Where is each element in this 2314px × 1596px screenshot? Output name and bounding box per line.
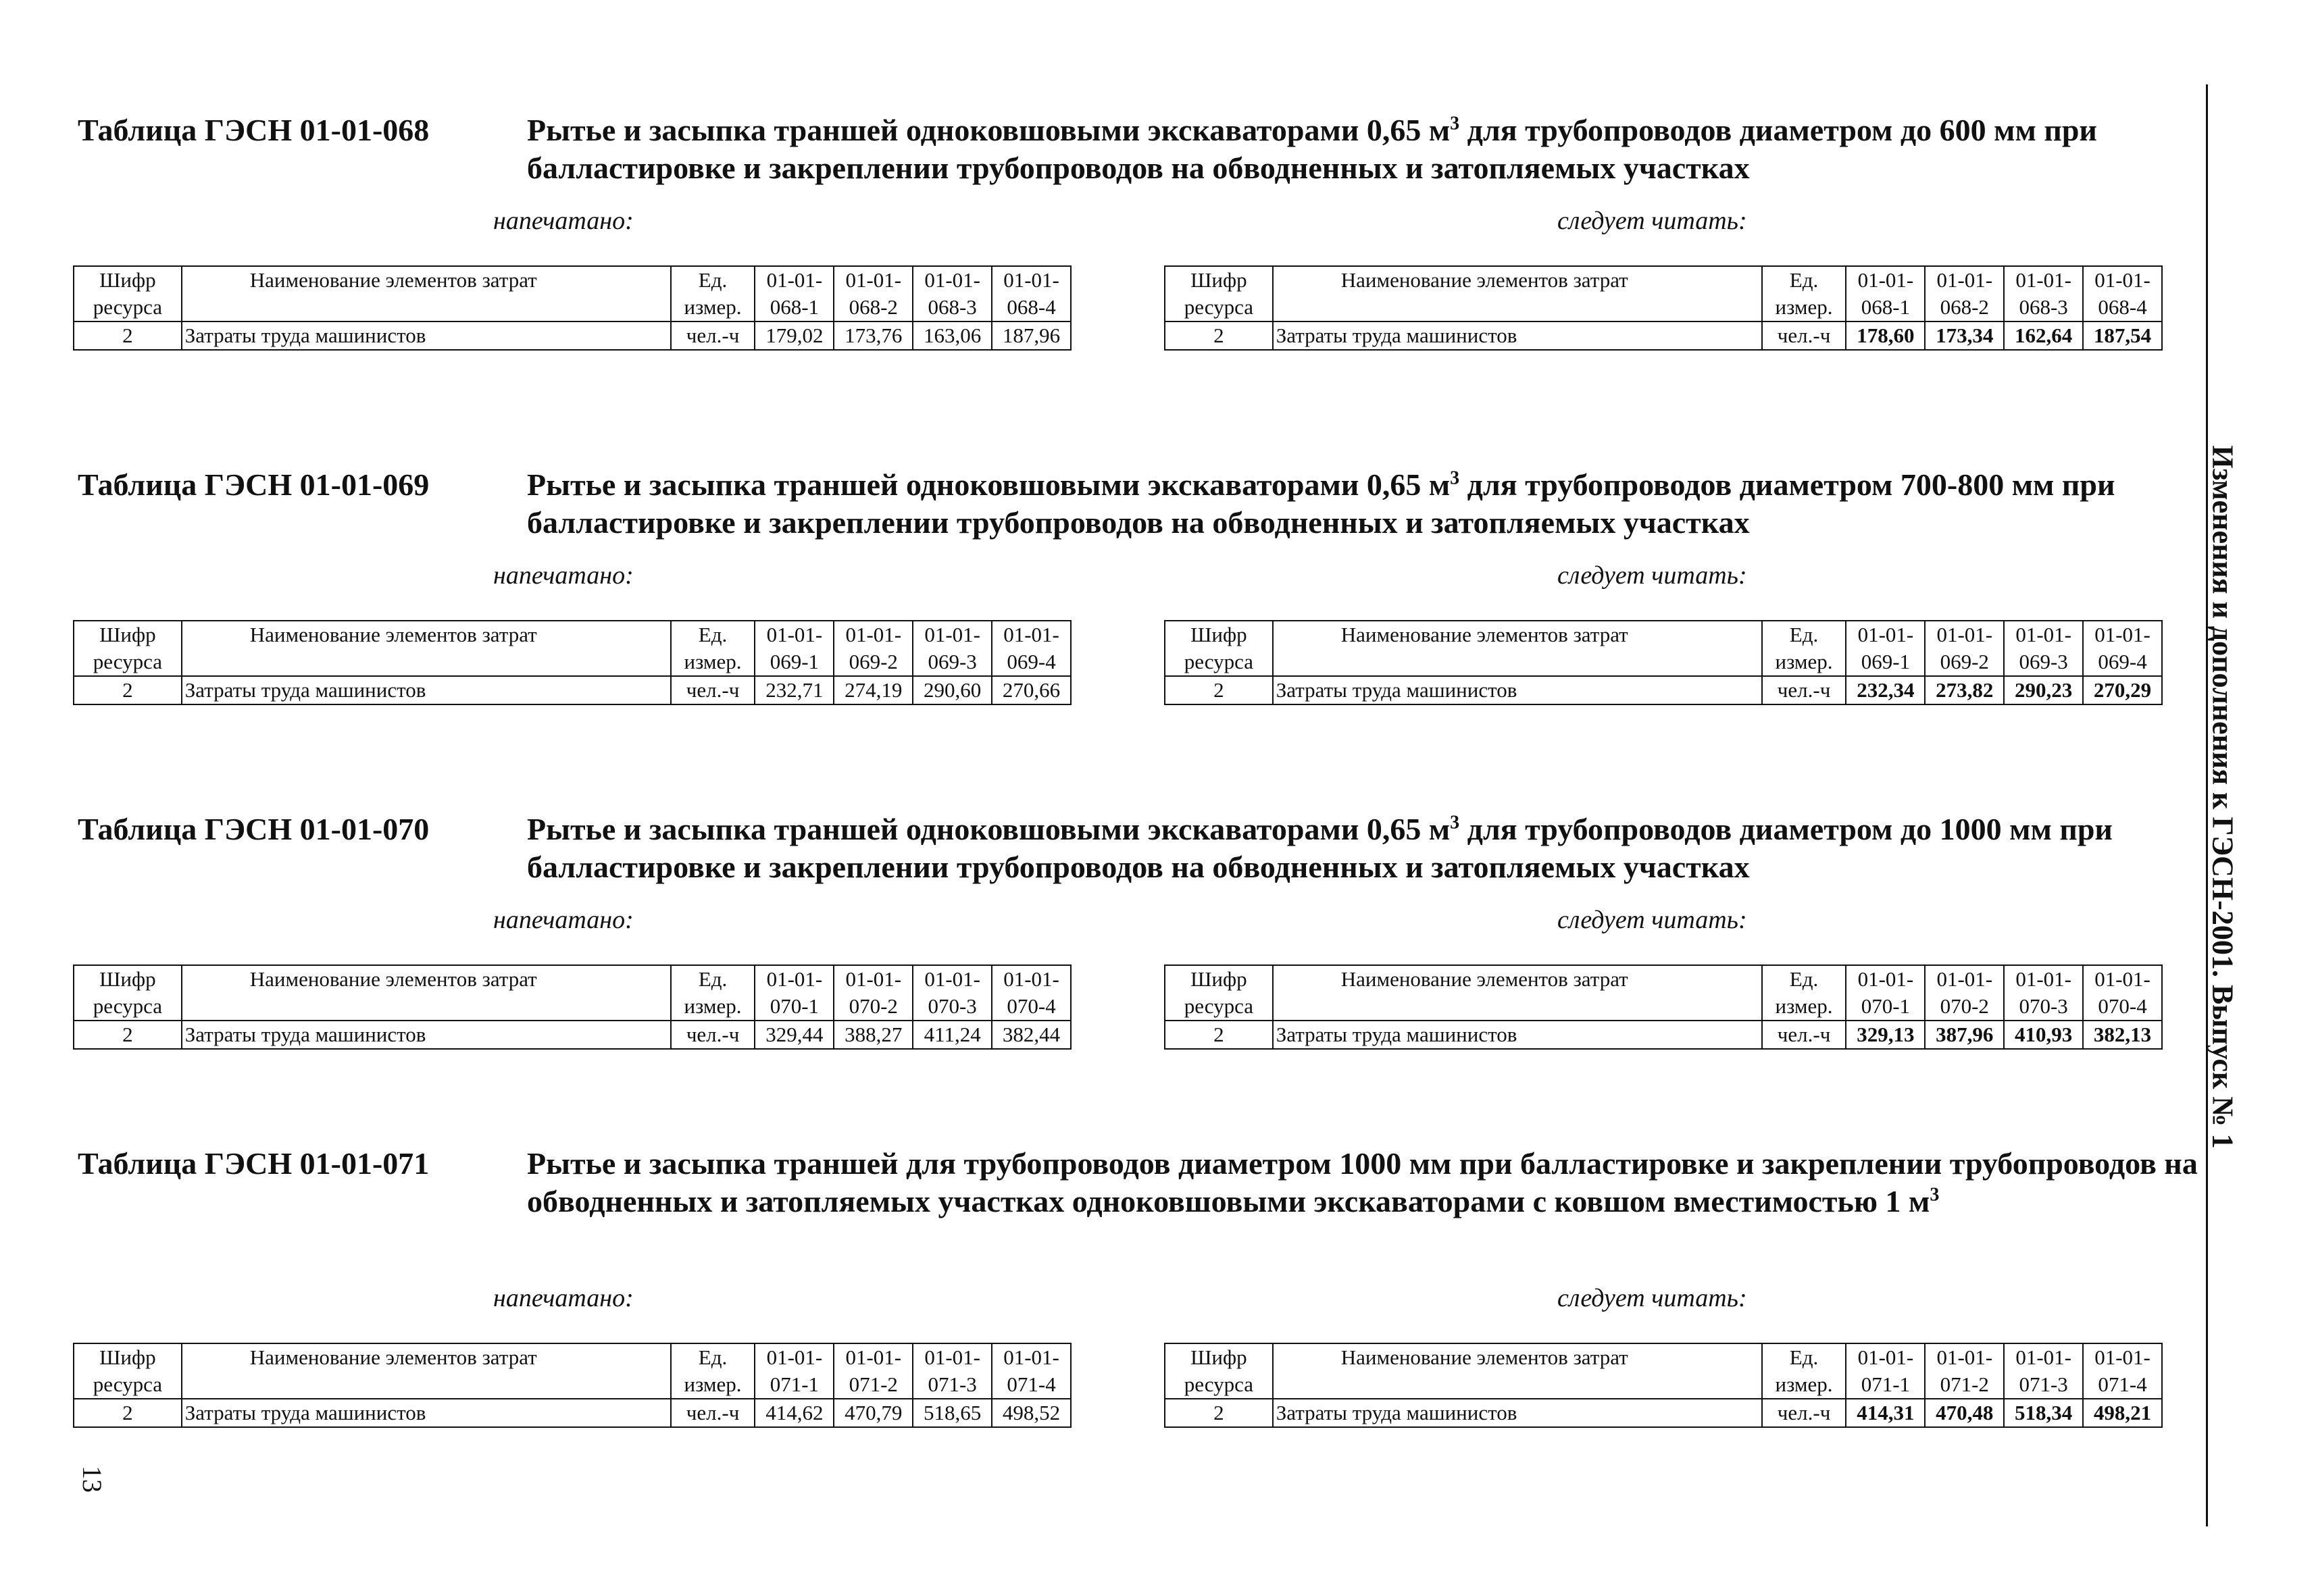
value-cell: 290,60 — [913, 676, 992, 704]
header-norm-code: 01-01- — [2083, 965, 2162, 993]
cost-element-name: Затраты труда машинистов — [1273, 321, 1762, 350]
header-norm-code: 01-01- — [2083, 621, 2162, 648]
header-name: Наименование элементов затрат — [182, 621, 671, 648]
table-header-row — [74, 621, 1071, 648]
header-norm-code: 070-3 — [913, 993, 992, 1021]
table-label: Таблица ГЭСН 01-01-070 — [78, 812, 430, 846]
unit-cell: чел.-ч — [1762, 321, 1846, 350]
title-superscript: 3 — [1450, 113, 1460, 134]
cost-table-left — [73, 620, 1072, 705]
header-unit: Ед. — [671, 621, 755, 648]
header-norm-code: 071-3 — [913, 1371, 992, 1399]
value-cell: 162,64 — [2004, 321, 2083, 350]
table-header-row — [1165, 1343, 2162, 1371]
header-norm-code: 01-01- — [1925, 1343, 2004, 1371]
value-cell: 382,44 — [992, 1021, 1071, 1049]
cost-table-right — [1164, 265, 2163, 351]
cost-element-name: Затраты труда машинистов — [182, 676, 671, 704]
table-header-row — [1165, 266, 2162, 294]
table-section — [0, 111, 2203, 395]
header-code: Шифр — [1165, 266, 1273, 294]
title-superscript: 3 — [1930, 1184, 1940, 1206]
table-header-row — [74, 648, 1071, 676]
header-norm-code: 071-4 — [992, 1371, 1071, 1399]
value-cell: 232,34 — [1846, 676, 1925, 704]
cost-element-name: Затраты труда машинистов — [182, 1021, 671, 1049]
header-unit: Ед. — [1762, 266, 1846, 294]
value-cell: 470,48 — [1925, 1399, 2004, 1427]
header-norm-code: 071-3 — [2004, 1371, 2083, 1399]
cost-element-name: Затраты труда машинистов — [1273, 676, 1762, 704]
value-cell: 329,44 — [755, 1021, 834, 1049]
header-norm-code: 01-01- — [1925, 621, 2004, 648]
header-norm-code: 01-01- — [2004, 965, 2083, 993]
header-name-blank — [1273, 993, 1762, 1021]
table-row — [1165, 321, 2162, 350]
value-cell: 518,34 — [2004, 1399, 2083, 1427]
cost-element-name: Затраты труда машинистов — [1273, 1021, 1762, 1049]
table-header-row — [74, 1343, 1071, 1371]
header-name-blank — [1273, 294, 1762, 321]
value-cell: 411,24 — [913, 1021, 992, 1049]
table-header-row — [74, 965, 1071, 993]
value-cell: 290,23 — [2004, 676, 2083, 704]
value-cell: 187,96 — [992, 321, 1071, 350]
header-norm-code: 069-1 — [1846, 648, 1925, 676]
value-cell: 178,60 — [1846, 321, 1925, 350]
table-header-row — [1165, 1371, 2162, 1399]
resource-code: 2 — [74, 1021, 182, 1049]
table-header-row — [1165, 294, 2162, 321]
header-unit: Ед. — [671, 965, 755, 993]
header-norm-code: 068-4 — [992, 294, 1071, 321]
cost-table-left — [73, 1343, 1072, 1428]
unit-cell: чел.-ч — [1762, 1399, 1846, 1427]
header-unit: Ед. — [1762, 621, 1846, 648]
header-norm-code: 01-01- — [1846, 266, 1925, 294]
header-norm-code: 01-01- — [992, 1343, 1071, 1371]
header-unit: измер. — [671, 993, 755, 1021]
header-norm-code: 070-2 — [1925, 993, 2004, 1021]
header-norm-code: 069-3 — [913, 648, 992, 676]
resource-code: 2 — [74, 321, 182, 350]
value-cell: 414,62 — [755, 1399, 834, 1427]
table-row — [1165, 676, 2162, 704]
header-unit: Ед. — [1762, 965, 1846, 993]
header-code: ресурса — [1165, 993, 1273, 1021]
unit-cell: чел.-ч — [671, 1021, 755, 1049]
header-unit: измер. — [1762, 1371, 1846, 1399]
unit-cell: чел.-ч — [671, 321, 755, 350]
header-norm-code: 068-1 — [755, 294, 834, 321]
note-should-read: следует читать: — [1557, 561, 1747, 590]
header-norm-code: 01-01- — [913, 1343, 992, 1371]
value-cell: 498,21 — [2083, 1399, 2162, 1427]
value-cell: 387,96 — [1925, 1021, 2004, 1049]
note-printed: напечатано: — [493, 1284, 634, 1312]
title-superscript: 3 — [1450, 467, 1460, 489]
header-name: Наименование элементов затрат — [1273, 1343, 1762, 1371]
header-norm-code: 01-01- — [1925, 965, 2004, 993]
header-norm-code: 070-2 — [834, 993, 913, 1021]
header-norm-code: 01-01- — [1925, 266, 2004, 294]
title-text: Рытье и засыпка траншей одноковшовыми экскаваторами 0,65 м — [527, 812, 1451, 846]
title-text: Рытье и засыпка траншей для трубопроводов диаметром 1000 мм при балластировке и закреплении трубопроводов на обводненных и затопляемых участках одноковшовыми экскаваторами с ковшом вместимостью 1 м — [527, 1146, 2198, 1218]
header-norm-code: 01-01- — [755, 621, 834, 648]
cost-table-left — [73, 265, 1072, 351]
note-printed: напечатано: — [493, 906, 634, 934]
header-code: Шифр — [1165, 1343, 1273, 1371]
side-running-title: Изменения и дополнения к ГЭСН-2001. Выпуск № 1 — [2206, 445, 2240, 1149]
header-norm-code: 068-3 — [913, 294, 992, 321]
header-code: ресурса — [74, 993, 182, 1021]
value-cell: 329,13 — [1846, 1021, 1925, 1049]
table-row — [1165, 1021, 2162, 1049]
header-norm-code: 069-4 — [2083, 648, 2162, 676]
resource-code: 2 — [1165, 321, 1273, 350]
value-cell: 173,34 — [1925, 321, 2004, 350]
header-name: Наименование элементов затрат — [182, 1343, 671, 1371]
header-code: ресурса — [1165, 1371, 1273, 1399]
header-norm-code: 01-01- — [2004, 1343, 2083, 1371]
value-cell: 179,02 — [755, 321, 834, 350]
header-code: Шифр — [1165, 621, 1273, 648]
header-norm-code: 068-2 — [1925, 294, 2004, 321]
value-cell: 270,66 — [992, 676, 1071, 704]
value-cell: 270,29 — [2083, 676, 2162, 704]
table-header-row — [74, 1371, 1071, 1399]
cost-element-name: Затраты труда машинистов — [182, 321, 671, 350]
header-unit: измер. — [1762, 993, 1846, 1021]
value-cell: 388,27 — [834, 1021, 913, 1049]
header-norm-code: 01-01- — [913, 621, 992, 648]
header-code: ресурса — [1165, 294, 1273, 321]
header-unit: измер. — [671, 294, 755, 321]
header-norm-code: 01-01- — [1846, 1343, 1925, 1371]
table-label: Таблица ГЭСН 01-01-071 — [78, 1146, 430, 1181]
header-norm-code: 068-3 — [2004, 294, 2083, 321]
header-code: Шифр — [74, 266, 182, 294]
value-cell: 414,31 — [1846, 1399, 1925, 1427]
table-header-row — [1165, 648, 2162, 676]
header-norm-code: 01-01- — [2004, 266, 2083, 294]
title-text-cont: для трубопроводов диаметром 700-800 мм при балластировке и закреплении трубопроводов на обводненных и затопляемых участках — [527, 467, 2115, 540]
note-should-read: следует читать: — [1557, 207, 1747, 235]
header-norm-code: 071-1 — [755, 1371, 834, 1399]
value-cell: 498,52 — [992, 1399, 1071, 1427]
table-label: Таблица ГЭСН 01-01-069 — [78, 467, 430, 502]
cost-element-name: Затраты труда машинистов — [1273, 1399, 1762, 1427]
value-cell: 518,65 — [913, 1399, 992, 1427]
unit-cell: чел.-ч — [1762, 1021, 1846, 1049]
header-norm-code: 070-3 — [2004, 993, 2083, 1021]
table-title — [527, 810, 2216, 886]
header-name: Наименование элементов затрат — [182, 266, 671, 294]
note-printed: напечатано: — [493, 561, 634, 590]
value-cell: 410,93 — [2004, 1021, 2083, 1049]
header-unit: измер. — [1762, 294, 1846, 321]
header-norm-code: 071-2 — [834, 1371, 913, 1399]
table-title — [527, 466, 2216, 542]
table-row — [1165, 1399, 2162, 1427]
header-code: ресурса — [74, 294, 182, 321]
table-header-row — [1165, 993, 2162, 1021]
header-name: Наименование элементов затрат — [1273, 965, 1762, 993]
header-code: ресурса — [1165, 648, 1273, 676]
header-code: Шифр — [74, 965, 182, 993]
value-cell: 470,79 — [834, 1399, 913, 1427]
table-header-row — [1165, 965, 2162, 993]
table-label: Таблица ГЭСН 01-01-068 — [78, 113, 430, 147]
header-norm-code: 01-01- — [834, 621, 913, 648]
header-unit: Ед. — [1762, 1343, 1846, 1371]
note-should-read: следует читать: — [1557, 906, 1747, 934]
table-row — [74, 1399, 1071, 1427]
header-name-blank — [1273, 648, 1762, 676]
header-norm-code: 01-01- — [834, 266, 913, 294]
note-should-read: следует читать: — [1557, 1284, 1747, 1312]
header-norm-code: 01-01- — [2083, 266, 2162, 294]
header-norm-code: 071-1 — [1846, 1371, 1925, 1399]
table-section — [0, 810, 2203, 1094]
header-unit: измер. — [671, 1371, 755, 1399]
value-cell: 273,82 — [1925, 676, 2004, 704]
header-unit: Ед. — [671, 1343, 755, 1371]
cost-table-right — [1164, 620, 2163, 705]
resource-code: 2 — [1165, 1021, 1273, 1049]
header-unit: измер. — [671, 648, 755, 676]
resource-code: 2 — [1165, 1399, 1273, 1427]
header-norm-code: 01-01- — [755, 965, 834, 993]
title-text: Рытье и засыпка траншей одноковшовыми экскаваторами 0,65 м — [527, 467, 1451, 502]
cost-table-right — [1164, 1343, 2163, 1428]
table-header-row — [74, 294, 1071, 321]
header-name-blank — [182, 294, 671, 321]
value-cell: 382,13 — [2083, 1021, 2162, 1049]
header-norm-code: 069-1 — [755, 648, 834, 676]
header-norm-code: 01-01- — [992, 621, 1071, 648]
cost-element-name: Затраты труда машинистов — [182, 1399, 671, 1427]
title-text-cont: для трубопроводов диаметром до 1000 мм при балластировке и закреплении трубопроводов на обводненных и затопляемых участках — [527, 812, 2113, 884]
resource-code: 2 — [74, 1399, 182, 1427]
header-norm-code: 070-1 — [755, 993, 834, 1021]
resource-code: 2 — [1165, 676, 1273, 704]
header-name: Наименование элементов затрат — [1273, 266, 1762, 294]
header-name-blank — [182, 993, 671, 1021]
header-norm-code: 070-1 — [1846, 993, 1925, 1021]
header-norm-code: 069-3 — [2004, 648, 2083, 676]
header-norm-code: 069-4 — [992, 648, 1071, 676]
header-norm-code: 068-1 — [1846, 294, 1925, 321]
header-norm-code: 01-01- — [913, 266, 992, 294]
header-norm-code: 01-01- — [2004, 621, 2083, 648]
title-text-cont: для трубопроводов диаметром до 600 мм при балластировке и закреплении трубопроводов на обводненных и затопляемых участках — [527, 113, 2097, 185]
header-norm-code: 069-2 — [1925, 648, 2004, 676]
unit-cell: чел.-ч — [671, 1399, 755, 1427]
table-row — [74, 676, 1071, 704]
resource-code: 2 — [74, 676, 182, 704]
header-code: ресурса — [74, 1371, 182, 1399]
header-norm-code: 01-01- — [755, 1343, 834, 1371]
header-norm-code: 01-01- — [992, 266, 1071, 294]
table-row — [74, 321, 1071, 350]
header-norm-code: 068-2 — [834, 294, 913, 321]
table-section — [0, 466, 2203, 750]
value-cell: 274,19 — [834, 676, 913, 704]
table-title — [527, 1145, 2216, 1220]
title-superscript: 3 — [1450, 812, 1460, 833]
header-norm-code: 01-01- — [913, 965, 992, 993]
value-cell: 163,06 — [913, 321, 992, 350]
header-unit: Ед. — [671, 266, 755, 294]
header-name: Наименование элементов затрат — [1273, 621, 1762, 648]
table-header-row — [74, 993, 1071, 1021]
header-name-blank — [182, 1371, 671, 1399]
header-norm-code: 071-2 — [1925, 1371, 2004, 1399]
table-row — [74, 1021, 1071, 1049]
header-norm-code: 069-2 — [834, 648, 913, 676]
header-norm-code: 01-01- — [834, 1343, 913, 1371]
unit-cell: чел.-ч — [671, 676, 755, 704]
header-norm-code: 01-01- — [2083, 1343, 2162, 1371]
header-norm-code: 01-01- — [1846, 965, 1925, 993]
header-name: Наименование элементов затрат — [182, 965, 671, 993]
value-cell: 187,54 — [2083, 321, 2162, 350]
header-norm-code: 01-01- — [834, 965, 913, 993]
table-header-row — [74, 266, 1071, 294]
header-code: ресурса — [74, 648, 182, 676]
header-norm-code: 01-01- — [992, 965, 1071, 993]
header-code: Шифр — [74, 1343, 182, 1371]
header-name-blank — [182, 648, 671, 676]
header-name-blank — [1273, 1371, 1762, 1399]
header-code: Шифр — [74, 621, 182, 648]
cost-table-left — [73, 964, 1072, 1050]
header-norm-code: 01-01- — [755, 266, 834, 294]
header-norm-code: 070-4 — [992, 993, 1071, 1021]
note-printed: напечатано: — [493, 207, 634, 235]
header-norm-code: 071-4 — [2083, 1371, 2162, 1399]
header-unit: измер. — [1762, 648, 1846, 676]
table-section — [0, 1145, 2203, 1428]
table-header-row — [1165, 621, 2162, 648]
header-norm-code: 068-4 — [2083, 294, 2162, 321]
cost-table-right — [1164, 964, 2163, 1050]
table-title — [527, 111, 2216, 187]
unit-cell: чел.-ч — [1762, 676, 1846, 704]
title-text: Рытье и засыпка траншей одноковшовыми экскаваторами 0,65 м — [527, 113, 1451, 147]
header-norm-code: 070-4 — [2083, 993, 2162, 1021]
header-norm-code: 01-01- — [1846, 621, 1925, 648]
page-number: 13 — [77, 1466, 107, 1493]
value-cell: 173,76 — [834, 321, 913, 350]
value-cell: 232,71 — [755, 676, 834, 704]
header-code: Шифр — [1165, 965, 1273, 993]
